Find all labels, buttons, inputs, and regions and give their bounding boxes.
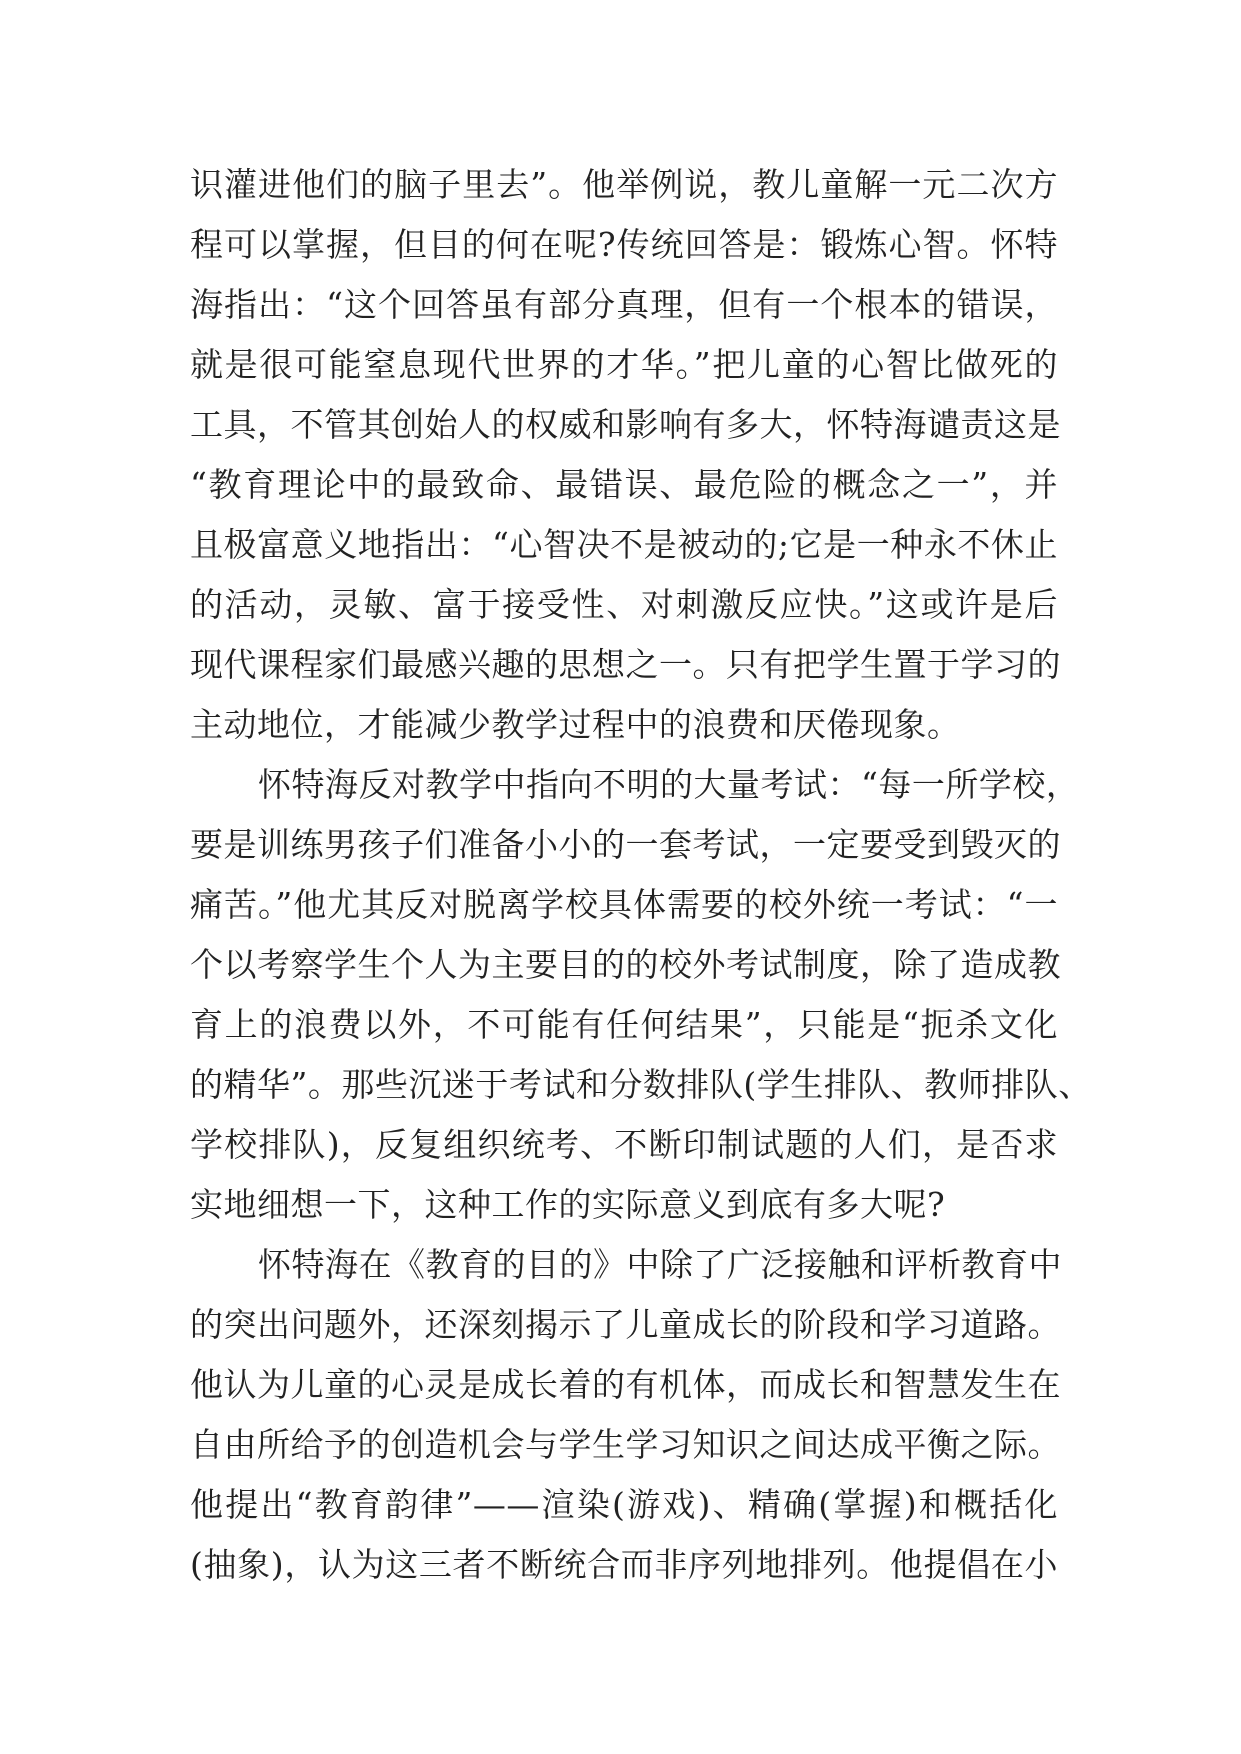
text-line: 个以考察学生个人为主要目的的校外考试制度，除了造成教 (190, 945, 1061, 984)
text-line: 识灌进他们的脑子里去”。他举例说，教儿童解一元二次方 (190, 165, 1058, 204)
text-line: 自由所给予的创造机会与学生学习知识之间达成平衡之际。 (190, 1425, 1061, 1464)
text-line: 要是训练男孩子们准备小小的一套考试，一定要受到毁灭的 (190, 825, 1061, 864)
text-line: 且极富意义地指出：“心智决不是被动的;它是一种永不休止 (190, 525, 1058, 564)
text-line: 实地细想一下，这种工作的实际意义到底有多大呢? (190, 1185, 946, 1224)
text-line: 学校排队)，反复组织统考、不断印制试题的人们，是否求 (190, 1125, 1058, 1164)
text-line: 痛苦。”他尤其反对脱离学校具体需要的校外统一考试：“一 (190, 885, 1058, 924)
text-line: 就是很可能窒息现代世界的才华。”把儿童的心智比做死的 (190, 345, 1058, 384)
text-line: 育上的浪费以外，不可能有任何结果”，只能是“扼杀文化 (190, 1005, 1058, 1044)
text-line: 现代课程家们最感兴趣的思想之一。只有把学生置于学习的 (190, 645, 1061, 684)
text-line: 他提出“教育韵律”——渲染(游戏)、精确(掌握)和概括化 (190, 1485, 1058, 1524)
body-text (190, 155, 1092, 1595)
text-line: 主动地位，才能减少教学过程中的浪费和厌倦现象。 (190, 705, 961, 744)
text-line: 程可以掌握，但目的何在呢?传统回答是：锻炼心智。怀特 (190, 225, 1058, 264)
text-line: 海指出：“这个回答虽有部分真理，但有一个根本的错误， (190, 285, 1058, 324)
text-line: 的突出问题外，还深刻揭示了儿童成长的阶段和学习道路。 (190, 1305, 1061, 1344)
text-line: 怀特海在《教育的目的》中除了广泛接触和评析教育中 (258, 1245, 1062, 1284)
text-line: 怀特海反对教学中指向不明的大量考试：“每一所学校， (258, 765, 1080, 804)
text-line: 的活动，灵敏、富于接受性、对刺激反应快。”这或许是后 (190, 585, 1058, 624)
text-line: “教育理论中的最致命、最错误、最危险的概念之一”，并 (190, 465, 1058, 504)
text-line: 工具，不管其创始人的权威和影响有多大，怀特海谴责这是 (190, 405, 1061, 444)
text-line: 的精华”。那些沉迷于考试和分数排队(学生排队、教师排队、 (190, 1065, 1092, 1104)
text-line: 他认为儿童的心灵是成长着的有机体，而成长和智慧发生在 (190, 1365, 1061, 1404)
text-line: (抽象)，认为这三者不断统合而非序列地排列。他提倡在小 (190, 1545, 1058, 1584)
